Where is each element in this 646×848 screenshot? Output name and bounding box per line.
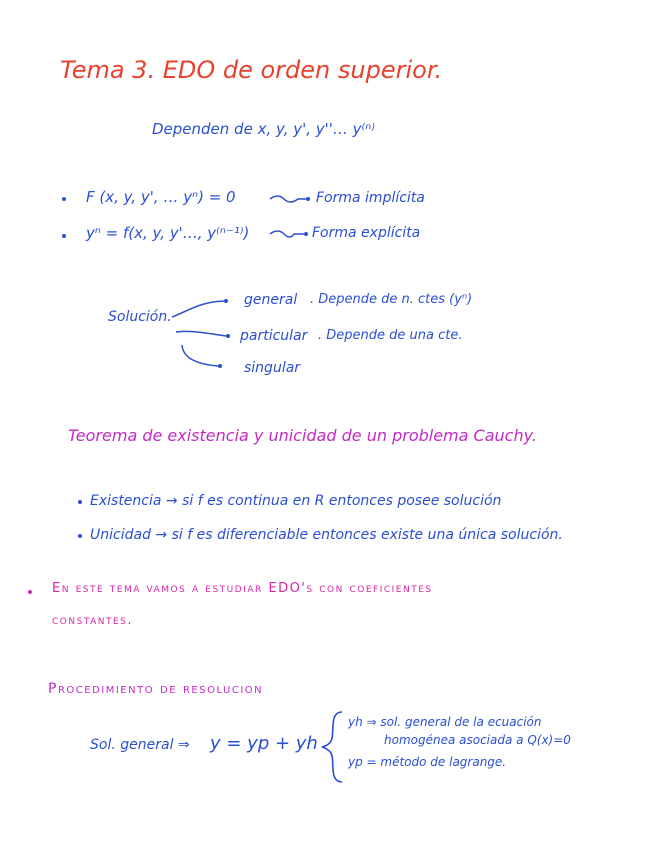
- uniqueness-item: Unicidad → si f es diferenciable entonces existe una única solución.: [90, 527, 563, 543]
- solution-particular: particular: [240, 328, 308, 344]
- yh-description-1: yh ⇒ sol. general de la ecuación: [348, 715, 542, 729]
- solution-singular: singular: [244, 360, 301, 376]
- solution-label: Solución.: [108, 309, 172, 325]
- solution-general: general: [244, 292, 298, 308]
- page-title: Tema 3. EDO de orden superior.: [60, 56, 443, 84]
- existence-item: Existencia → si f es continua en R entonces posee solución: [90, 493, 502, 509]
- procedure-heading: Procedimiento de resolucion: [48, 681, 264, 697]
- solution-particular-desc: . Depende de una cte.: [318, 328, 463, 343]
- implicit-form-label: Forma implícita: [316, 190, 425, 206]
- depends-line: Dependen de x, y, y', y''… y⁽ⁿ⁾: [152, 120, 375, 138]
- note-line-1: En este tema vamos a estudiar EDO's con coeficientes: [52, 581, 433, 596]
- explicit-form-expression: yⁿ = f(x, y, y'…, y⁽ⁿ⁻¹⁾): [86, 224, 250, 242]
- theorem-heading: Teorema de existencia y unicidad de un problema Cauchy.: [68, 426, 537, 445]
- solution-general-desc: . Depende de n. ctes (yⁿ): [310, 292, 473, 307]
- general-solution-equation: y = yp + yh: [210, 733, 318, 754]
- general-solution-label: Sol. general ⇒: [90, 737, 190, 753]
- yp-description: yp = método de lagrange.: [348, 755, 507, 769]
- yh-description-2: homogénea asociada a Q(x)=0: [384, 733, 571, 747]
- note-line-2: constantes.: [52, 613, 134, 628]
- explicit-form-label: Forma explícita: [312, 225, 421, 241]
- implicit-form-expression: F (x, y, y', … yⁿ) = 0: [86, 188, 236, 206]
